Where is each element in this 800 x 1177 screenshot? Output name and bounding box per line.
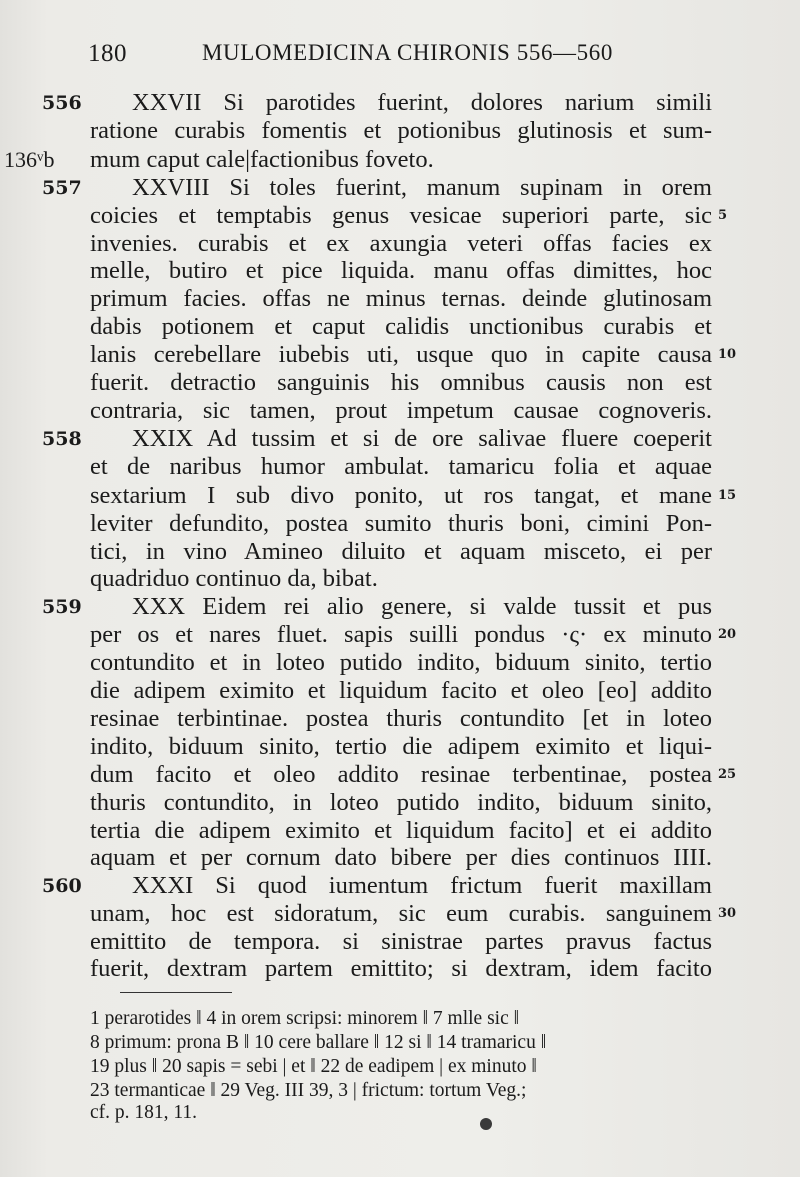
footnote-line: 19 plus ‖ 20 sapis = sebi | et ‖ 22 de eadipem | ex minuto ‖ [90, 1056, 537, 1077]
text-line: dabis potionem et caput calidis unctionibus curabis et [90, 313, 712, 340]
text-line: coicies et temptabis genus vesicae superiori parte, sic [90, 202, 712, 229]
section-number: 556 [42, 92, 82, 114]
text-line: sextarium I sub divo ponito, ut ros tangat, et mane [90, 482, 712, 509]
text-line: fuerit. detractio sanguinis his omnibus causis non est [90, 369, 712, 396]
line-number: 5 [718, 208, 728, 223]
text-line: et de naribus humor ambulat. tamaricu folia et aquae [90, 453, 712, 480]
text-line: per os et nares fluet. sapis suilli pondus ·ς· ex minuto [90, 621, 712, 648]
line-number: 15 [718, 488, 737, 503]
text-line: aquam et per cornum dato bibere per dies continuos IIII. [90, 844, 712, 871]
text-line: XXVIII Si toles fuerint, manum supinam in orem [132, 174, 712, 201]
text-line: mum caput cale|factionibus foveto. [90, 146, 434, 173]
page-number: 180 [88, 40, 127, 67]
text-line: die adipem eximito et liquidum facito et oleo [eo] addito [90, 677, 712, 704]
folio-marker: 136ᵛb [4, 147, 55, 172]
line-number: 20 [718, 627, 737, 642]
text-line: thuris contundito, in loteo putido indito, biduum sinito, [90, 789, 712, 816]
text-line: emittito de tempora. si sinistrae partes pravus factus [90, 928, 712, 955]
footnote-rule [120, 992, 232, 993]
line-number: 10 [718, 347, 737, 362]
section-number: 559 [42, 596, 82, 618]
text-line: unam, hoc est sidoratum, sic eum curabis. sanguinem [90, 900, 712, 927]
text-line: resinae terbintinae. postea thuris contundito [et in loteo [90, 705, 712, 732]
text-line: melle, butiro et pice liquida. manu offas dimittes, hoc [90, 257, 712, 284]
text-line: dum facito et oleo addito resinae terbentinae, postea [90, 761, 712, 788]
text-line: XXVII Si parotides fuerint, dolores narium simili [132, 89, 712, 116]
text-line: tici, in vino Amineo diluito et aquam misceto, ei per [90, 538, 712, 565]
running-head: MULOMEDICINA CHIRONIS 556—560 [202, 40, 613, 65]
footnote-line: 1 perarotides ‖ 4 in orem scripsi: minorem ‖ 7 mlle sic ‖ [90, 1008, 520, 1029]
text-line: contundito et in loteo putido indito, biduum sinito, tertio [90, 649, 712, 676]
text-line: leviter defundito, postea sumito thuris boni, cimini Pon- [90, 510, 712, 537]
footnote-line: 8 primum: prona B ‖ 10 cere ballare ‖ 12 si ‖ 14 tramaricu ‖ [90, 1032, 547, 1053]
section-number: 560 [42, 875, 82, 897]
text-line: primum facies. offas ne minus ternas. deinde glutinosam [90, 285, 712, 312]
text-line: fuerit, dextram partem emittito; si dextram, idem facito [90, 955, 712, 982]
section-number: 557 [42, 177, 82, 199]
line-number: 30 [718, 906, 737, 921]
text-line: tertia die adipem eximito et liquidum facito] et ei addito [90, 817, 712, 844]
footnote-line: cf. p. 181, 11. [90, 1102, 198, 1123]
page-header [88, 40, 710, 76]
line-number: 25 [718, 767, 737, 782]
text-line: indito, biduum sinito, tertio die adipem eximito et liqui- [90, 733, 712, 760]
footnote-line: 23 termanticae ‖ 29 Veg. III 39, 3 | frictum: tortum Veg.; [90, 1080, 527, 1101]
text-line: XXXI Si quod iumentum frictum fuerit maxillam [132, 872, 712, 899]
text-line: ratione curabis fomentis et potionibus glutinosis et sum- [90, 117, 712, 144]
text-line: lanis cerebellare iubebis uti, usque quo in capite causa [90, 341, 712, 368]
text-line: invenies. curabis et ex axungia veteri offas facies ex [90, 230, 712, 257]
ink-mark [480, 1118, 492, 1130]
text-line: contraria, sic tamen, prout impetum causae cognoveris. [90, 397, 712, 424]
text-line: XXIX Ad tussim et si de ore salivae fluere coeperit [132, 425, 712, 452]
text-line: XXX Eidem rei alio genere, si valde tussit et pus [132, 593, 712, 620]
text-line: quadriduo continuo da, bibat. [90, 565, 378, 592]
section-number: 558 [42, 428, 82, 450]
